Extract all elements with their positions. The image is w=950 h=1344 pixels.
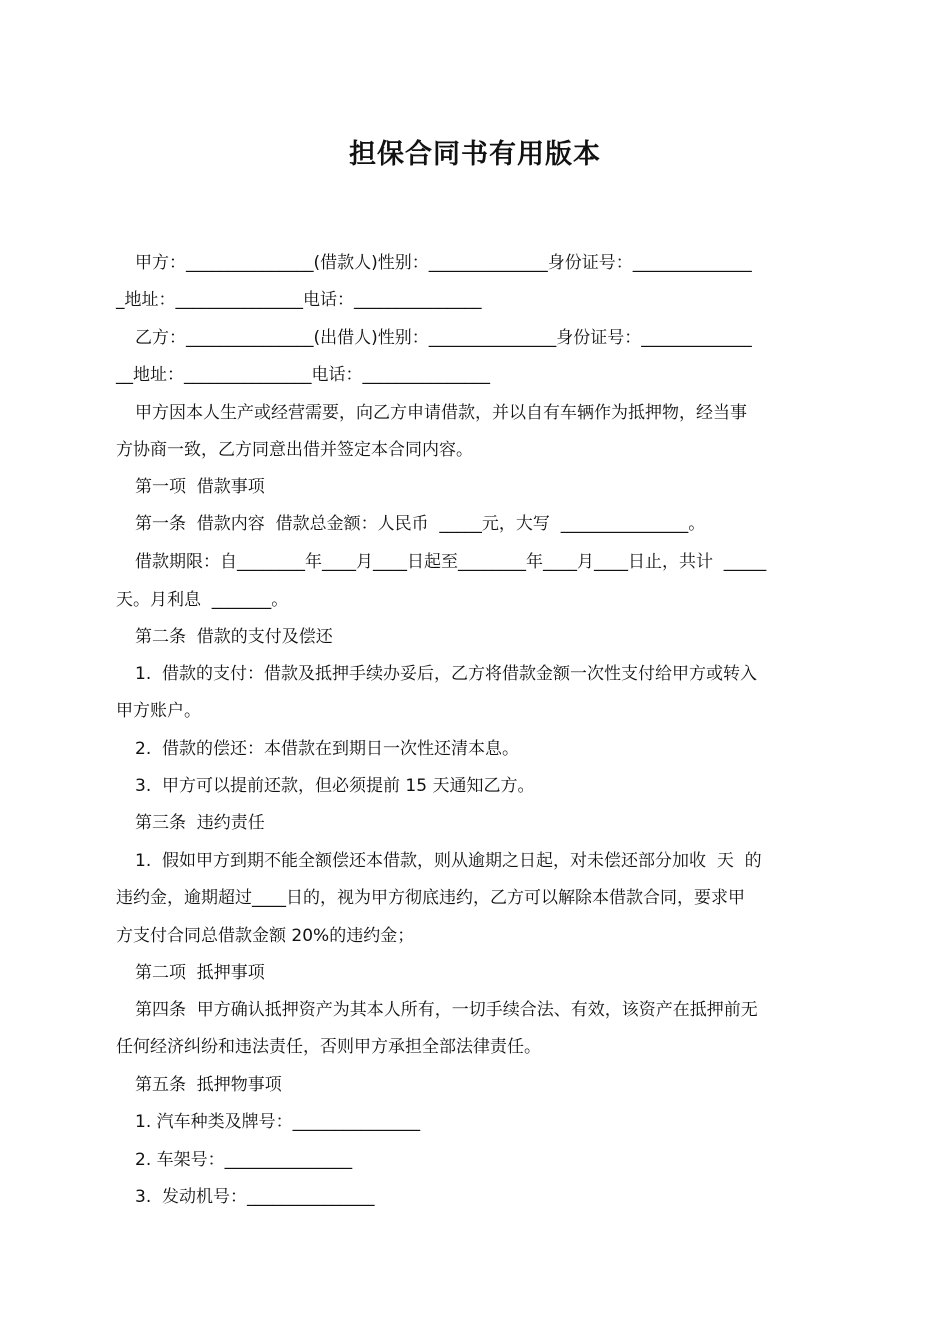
loan-term-line-2: 天。月利息 _______。 [116,590,289,610]
article-2-item-1-line-1: 1. 借款的支付：借款及抵押手续办妥后，乙方将借款金额一次性支付给甲方或转入 [135,664,758,684]
article-4-line-2: 任何经济纠纷和违法责任，否则甲方承担全部法律责任。 [116,1037,541,1057]
article-3-item-1-line-2: 违约金，逾期超过____日的，视为甲方彻底违约，乙方可以解除本借款合同，要求甲 [116,888,745,908]
article-2-heading: 第二条 借款的支付及偿还 [135,627,333,647]
party-b-address-line: __地址：_______________电话：_______________ [116,365,490,385]
preamble-line-2: 方协商一致，乙方同意出借并签定本合同内容。 [116,440,473,460]
article-2-item-3: 3. 甲方可以提前还款，但必须提前 15 天通知乙方。 [135,776,535,796]
article-5-item-2: 2. 车架号：_______________ [135,1150,353,1170]
party-b-info-line: 乙方：_______________(出借人)性别：_______________身份证号：_____________ [135,328,752,348]
article-3-item-1-line-1: 1. 假如甲方到期不能全额偿还本借款，则从逾期之日起，对未偿还部分加收 天 的 [135,851,762,871]
article-5-heading: 第五条 抵押物事项 [135,1075,282,1095]
article-3-heading: 第三条 违约责任 [135,813,265,833]
party-a-address-line: _地址：_______________电话：_______________ [116,290,482,310]
article-5-item-1: 1. 汽车种类及牌号：_______________ [135,1112,421,1132]
section-2-heading: 第二项 抵押事项 [135,963,265,983]
article-1-line: 第一条 借款内容 借款总金额：人民币 _____元，大写 _______________。 [135,514,706,534]
article-3-item-1-line-3: 方支付合同总借款金额 20%的违约金； [116,926,415,946]
article-4-line-1: 第四条 甲方确认抵押资产为其本人所有，一切手续合法、有效，该资产在抵押前无 [135,1000,758,1020]
section-1-heading: 第一项 借款事项 [135,477,265,497]
article-5-item-3: 3. 发动机号：_______________ [135,1187,375,1207]
loan-term-line-1: 借款期限：自________年____月____日起至________年____月____日止，共计 _____ [135,552,767,572]
preamble-line-1: 甲方因本人生产或经营需要，向乙方申请借款，并以自有车辆作为抵押物，经当事 [135,403,747,423]
party-a-info-line: 甲方：_______________(借款人)性别：______________身份证号：______________ [135,253,752,273]
article-2-item-2: 2. 借款的偿还：本借款在到期日一次性还清本息。 [135,739,520,759]
article-2-item-1-line-2: 甲方账户。 [116,701,201,721]
document-title: 担保合同书有用版本 [349,139,601,170]
